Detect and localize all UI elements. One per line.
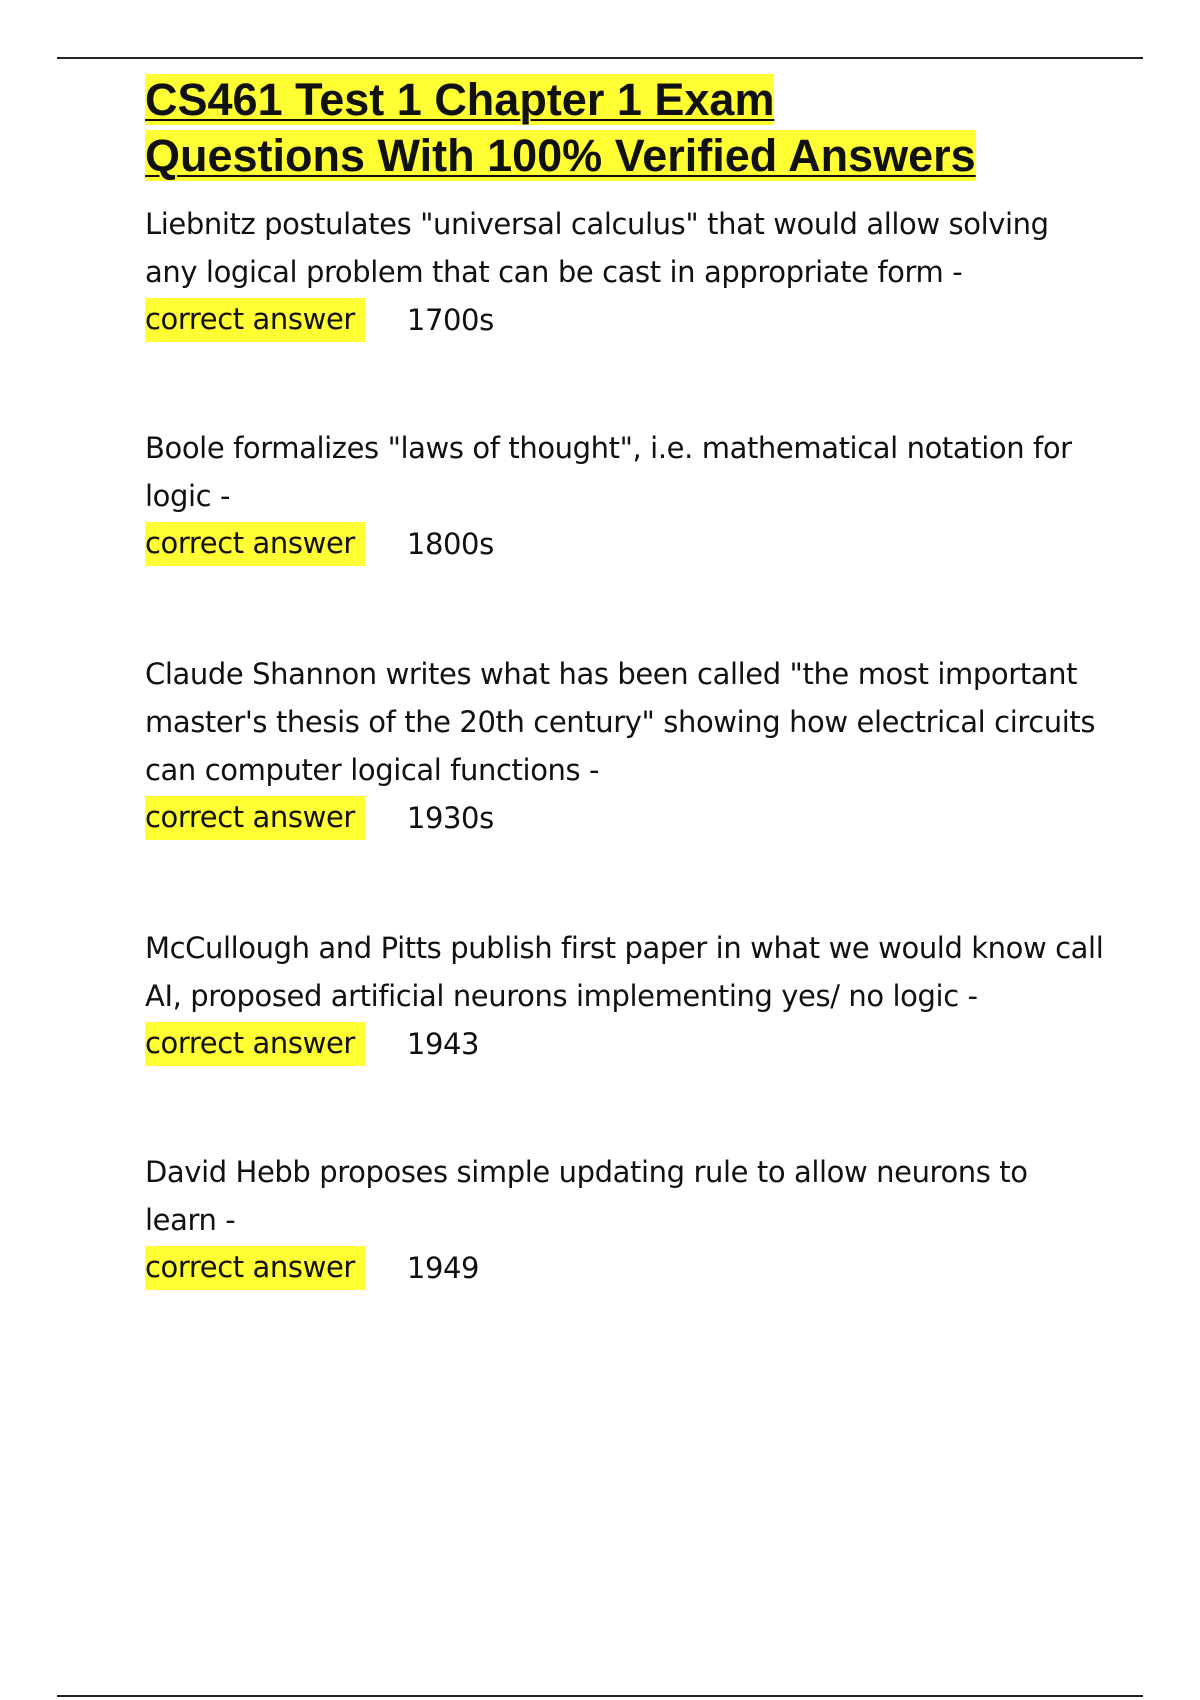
answer-value: 1700s [406, 303, 494, 337]
answer-line [145, 794, 1105, 842]
answer-label: correct answer [145, 1022, 365, 1066]
answer-value: 1800s [406, 527, 494, 561]
answer-value: 1949 [406, 1251, 480, 1285]
document-body [145, 72, 1105, 1292]
top-rule [57, 57, 1143, 59]
qa-item [145, 1148, 1105, 1292]
answer-line [145, 296, 1105, 344]
answer-value: 1943 [406, 1027, 480, 1061]
answer-label: correct answer [145, 796, 365, 840]
qa-item [145, 424, 1105, 568]
answer-line [145, 1244, 1105, 1292]
question-text: McCullough and Pitts publish first paper in what we would know call AI, proposed artificial neurons implementing yes/ no logic - [145, 931, 1104, 1013]
qa-item [145, 650, 1105, 842]
answer-label: correct answer [145, 1246, 365, 1290]
document-title [145, 72, 1105, 184]
title-line-1: CS461 Test 1 Chapter 1 Exam [145, 74, 775, 125]
question-text: Boole formalizes "laws of thought", i.e. mathematical notation for logic - [145, 431, 1072, 513]
qa-item [145, 924, 1105, 1068]
question-text: Liebnitz postulates "universal calculus" that would allow solving any logical problem that can be cast in appropriate form - [145, 207, 1049, 289]
question-text: David Hebb proposes simple updating rule to allow neurons to learn - [145, 1155, 1028, 1237]
answer-line [145, 520, 1105, 568]
answer-label: correct answer [145, 298, 365, 342]
title-line-2: Questions With 100% Verified Answers [145, 130, 976, 181]
answer-label: correct answer [145, 522, 365, 566]
answer-value: 1930s [406, 801, 494, 835]
question-text: Claude Shannon writes what has been called "the most important master's thesis of the 20th century" showing how electrical circuits can computer logical functions - [145, 657, 1096, 787]
bottom-rule [57, 1695, 1143, 1697]
answer-line [145, 1020, 1105, 1068]
qa-item [145, 200, 1105, 344]
